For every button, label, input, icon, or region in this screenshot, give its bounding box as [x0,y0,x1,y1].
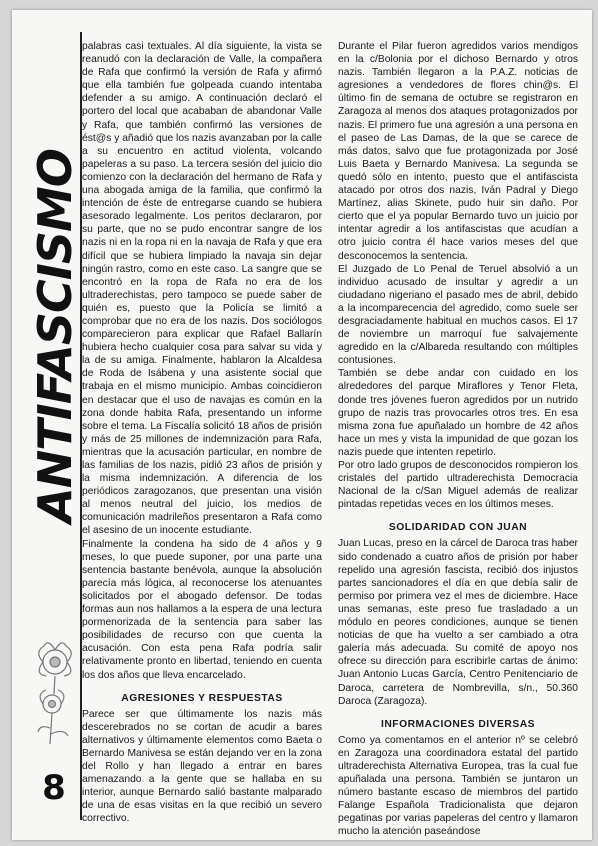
section-heading-agresiones: AGRESIONES Y RESPUESTAS [121,692,283,704]
section-banner [28,56,82,616]
article-paragraph: También se debe andar con cuidado en los alrededores del parque Miraflores y Tenor Fleta, donde tres jóvenes fueron agredidos por un nutrido grupo de nazis tras provocarles otros tres. En esa misma zona fue apuñalado un hombre de 42 años hace un mes y vista la impunidad de que gozan los nazis puede que intenten repetirlo. [338,368,578,458]
article-paragraph: Finalmente la condena ha sido de 4 años y 9 meses, lo que puede suponer, por una parte una sentencia bastante benévola, aunque la absolución parecía más lógica, al reconocerse los atenuantes solicitados por el abogado defensor. De todas formas aun nos hallamos a la espera de una lectura pormenorizada de la sentencia para saber las posibilidades de recurso con que cuenta la acusación. Con esta pena Rafa podría salir relativamente pronto en libertad, teniendo en cuenta los dos años que lleva encarcelado. [82,538,322,681]
flower-illustration [34,632,76,752]
article-paragraph: Juan Lucas, preso en la cárcel de Daroca tras haber sido condenado a cuatro años de prisión por haber repelido una agresión fascista, recibió dos injustos partes sancionadores el día en que debía salir de permiso por primera vez el mes de diciembre. Hace unas semanas, este preso fue trasladado a un módulo en peores condiciones, aunque se tienen noticias de que ha vuelto a ser cambiado a otra galería más adecuada. Su comité de apoyo nos ofrece su dirección para escribirle cartas de ánimo: Juan Antonio Lucas García, Centro Penitenciario de Daroca, carretera de Nombrevilla, s/n., 50.360 Daroca (Zaragoza). [338,538,578,707]
magazine-page [12,10,592,840]
article-paragraph: Durante el Pilar fueron agredidos varios mendigos en la c/Bolonia por el dichoso Bernardo y otros nazis. También llegaron a la P.A.Z. noticias de agresiones a vendedores de flores chin@s. El último fin de semana de octubre se registraron en Zaragoza al menos dos ataques protagonizados por nazis. El primero fue una agresión a una persona en el paseo de Las Damas, de la que se carece de más datos, salvo que fue protagonizada por José Luis Baeta y Bernardo Manivesa. La segunda se quedó sólo en intento, puesto que el antifascista atacado por otros dos nazis, Iván Padral y Diego Martínez, alias Skinete, pudo huir sin daño. Por cierto que el ya popular Bernardo tuvo un juicio por intentar agredir a los antifascistas que acudían a otro juicio contra él hace varios meses del que desconocemos la sentencia. [338,41,578,262]
text-column-right [338,40,578,839]
article-paragraph: palabras casi textuales. Al día siguiente, la vista se reanudó con la declaración de Valle, la compañera de Rafa que confirmó la versión de Rafa y afirmó que ella también fue golpeada cuando intentaba defender a su amigo. A continuación declaró el portero del local que acababan de abandonar Valle y Rafa, que también confirmó las versiones de ést@s y añadió que los nazis avanzaban por la calle a su encuentro en actitud violenta, volcando papeleras a su paso. La tercera sesión del juicio dio comienzo con la declaración del hermano de Rafa y una abogada amiga de la familia, que confirmó la intención de éste de entregarse cuando se hubiera asesorado legalmente. Los peritos declararon, por su parte, que no se pudo encontrar sangre de los nazis ni en la ropa ni en la navaja de Rafa y que era difícil que se hubiera limpiado la navaja sin dejar ningún rastro, como en este caso. La sangre que se encontró en la ropa de Rafa no era de los ultraderechistas, pero tampoco se puede saber de quién es, puesto que la Policía se limitó a comprobar que no era de los nazis. Dos sociólogos comparecieron para explicar que Rafael Ballarín hubiera hecho cualquier cosa para salvar su vida y la de su amiga. Finalmente, hablaron la Alcaldesa de Roda de Isábena y una asistente social que trabaja en el mismo municipio. Ambas coincidieron en destacar que el uso de navajas es común en la zona donde habita Rafa, presentando un informe sobre el tema. La Fiscalía solicitó 18 años de prisión y más de 25 millones de indemnización para Rafa, mientras que la acusación particular, en nombre de las familias de los nazis, pidió 23 años de prisión y la misma indemnización. A diferencia de los periódicos zaragozanos, que presentan una visión al menos neutral del juicio, los medios de comunicación madrileños presentaron a Rafa como el asesino de un inocente estudiante. [82,41,322,537]
text-column-left [82,40,322,826]
section-heading-solidaridad: SOLIDARIDAD CON JUAN [388,522,528,534]
article-paragraph: El Juzgado de Lo Penal de Teruel absolvió a un individuo acusado de insultar y agredir a un ciudadano nigeriano el pasado mes de abril, debido a la incomparecencia del agredido, como suele ser desgraciadamente habitual en muchos casos. El 17 de noviembre un marroquí fue salvajemente agredido en la c/Albareda resultando con múltiples contusiones. [338,263,578,367]
article-paragraph: Por otro lado grupos de desconocidos rompieron los cristales del partido ultraderechista Democracia Nacional de la c/San Miguel además de realizar pintadas repetidas veces en los últimos meses. [338,460,578,511]
article-paragraph: Parece ser que últimamente los nazis más descerebrados no se cortan de acudir a bares alternativos y últimamente elementos como Baeta o Bernardo Manivesa se están dejando ver en la zona del Rollo y han llegado a entrar en bares amenazando a la gente que se hallaba en su interior, aunque Bernardo salió bastante malparado de una de esas visitas en la que recibió un severo correctivo. [82,708,322,825]
section-heading-informaciones: INFORMACIONES DIVERSAS [380,718,536,730]
section-banner-title: ANTIFASCISMO [28,149,82,523]
page-number: 8 [42,768,66,808]
article-paragraph: Como ya comentamos en el anterior nº se celebró en Zaragoza una coordinadora estatal del partido ultraderechista Alternativa Europea, tras la cual fue apuñalada una persona. También se juntaron un número bastante escaso de miembros del partido Falange Española Tradicionalista que dejaron pegatinas por varias papeleras del centro y llamaron mucho la atención paseándose [338,734,578,838]
sidebar [30,32,82,820]
